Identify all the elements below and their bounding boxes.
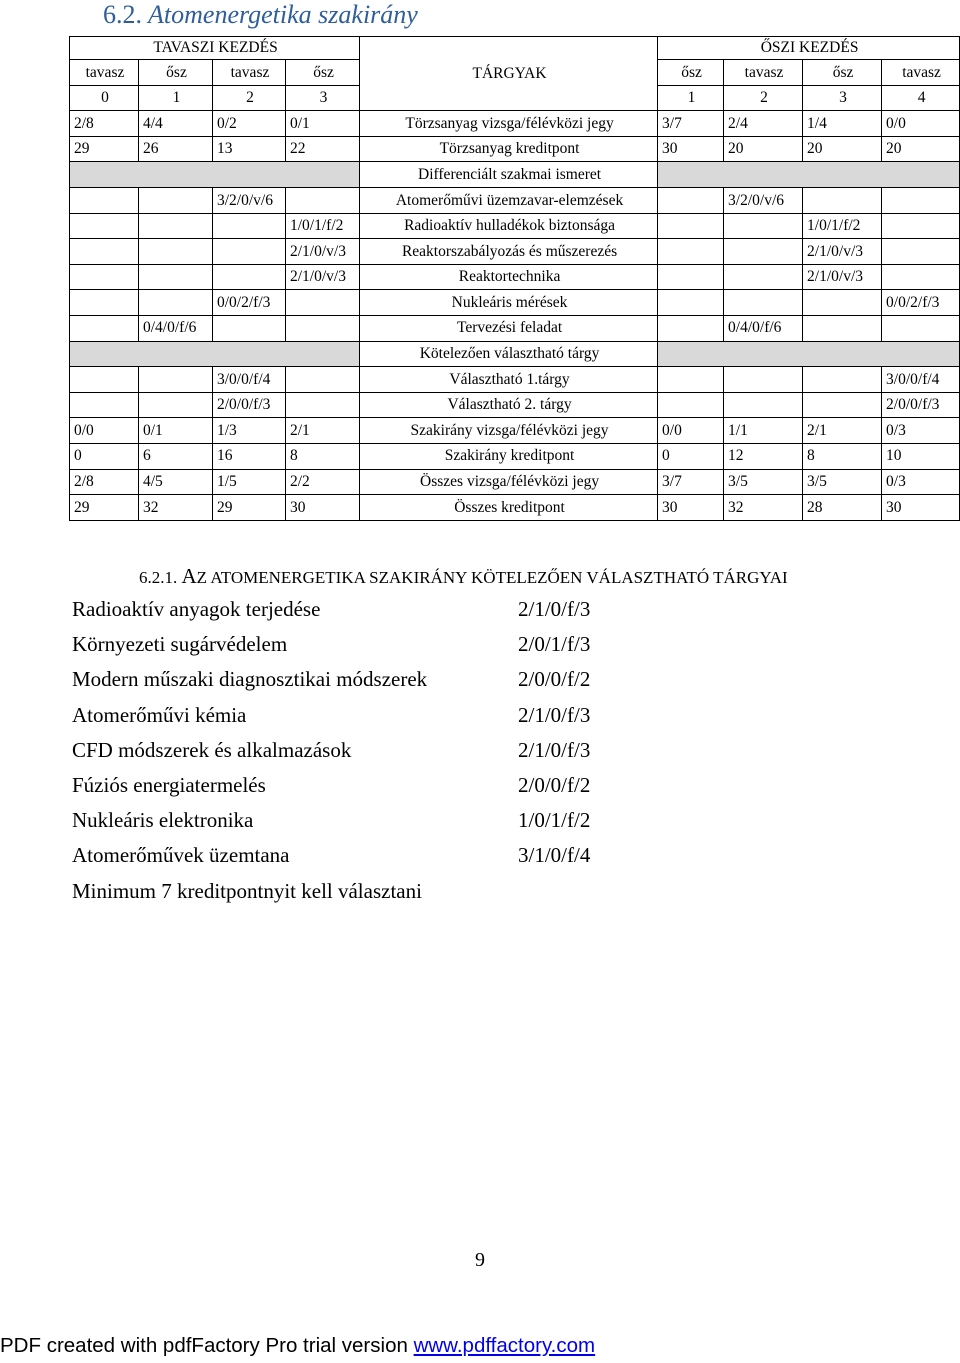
spring-semester-value-cell: 0/1 [139, 418, 213, 444]
spring-semester-value-cell: 0/2 [213, 111, 286, 137]
section-row [70, 341, 960, 367]
autumn-semester-value-cell: 30 [658, 495, 724, 521]
spring-semester-value-cell: 4/5 [139, 469, 213, 495]
spring-semester-value-cell: 13 [213, 136, 286, 162]
section-number: 6.2. [103, 0, 142, 29]
spring-semester-value-cell: 2/2 [286, 469, 360, 495]
autumn-semester-value-cell: 12 [724, 443, 803, 469]
autumn-semester-value-cell [724, 367, 803, 393]
elective-list [72, 592, 591, 909]
electives-number: 6.2.1. [139, 568, 178, 587]
autumn-semester-value-cell: 0/0 [658, 418, 724, 444]
table-row [70, 418, 960, 444]
subject-cell: Reaktorszabályozás és műszerezés [360, 239, 658, 265]
table-row [70, 495, 960, 521]
elective-name: CFD módszerek és alkalmazások [72, 737, 352, 762]
autumn-semester-value-cell: 3/7 [658, 469, 724, 495]
spring-semester-value-cell [70, 239, 139, 265]
subject-cell: Nukleáris mérések [360, 290, 658, 316]
autumn-semester-value-cell [658, 315, 724, 341]
elective-item [72, 662, 591, 697]
autumn-semester-value-cell [803, 392, 882, 418]
autumn-semester-value-cell [803, 367, 882, 393]
spring-semester-value-cell [213, 264, 286, 290]
spring-semester-value-cell: 29 [70, 495, 139, 521]
table-row [70, 469, 960, 495]
autumn-semester-value-cell: 1/4 [803, 111, 882, 137]
autumn-semester-cell: 2 [724, 85, 803, 111]
spring-semester-value-cell [213, 239, 286, 265]
spring-semester-value-cell: 2/1/0/v/3 [286, 264, 360, 290]
autumn-semester-value-cell: 30 [882, 495, 960, 521]
spring-semester-cell: 3 [286, 85, 360, 111]
spring-semester-value-cell [139, 187, 213, 213]
elective-code: 2/1/0/f/3 [518, 702, 591, 727]
spring-start-header: TAVASZI KEZDÉS [70, 37, 360, 60]
elective-code: 2/0/0/f/2 [518, 667, 591, 692]
autumn-semester-value-cell [724, 264, 803, 290]
footer-link[interactable]: www.pdffactory.com [413, 1334, 596, 1357]
autumn-semester-value-cell [658, 392, 724, 418]
spring-semester-value-cell: 0/4/0/f/6 [139, 315, 213, 341]
elective-name: Atomerőművek üzemtana [72, 843, 290, 868]
autumn-semester-value-cell [724, 239, 803, 265]
autumn-semester-value-cell: 2/1/0/v/3 [803, 264, 882, 290]
table-row [70, 315, 960, 341]
elective-code: 3/1/0/f/4 [518, 843, 591, 868]
elective-item [72, 768, 591, 803]
spring-semester-value-cell: 32 [139, 495, 213, 521]
autumn-start-header: ŐSZI KEZDÉS [658, 37, 960, 60]
spring-semester-value-cell: 0/1 [286, 111, 360, 137]
spring-semester-value-cell: 6 [139, 443, 213, 469]
autumn-semester-value-cell [724, 213, 803, 239]
table-row [70, 213, 960, 239]
autumn-semester-value-cell: 0 [658, 443, 724, 469]
table-header-start-row [70, 37, 960, 60]
autumn-filler-cell [658, 341, 960, 367]
autumn-semester-value-cell [882, 213, 960, 239]
elective-code: 2/0/1/f/3 [518, 632, 591, 657]
spring-semester-value-cell: 2/8 [70, 469, 139, 495]
spring-semester-value-cell [286, 290, 360, 316]
electives-title: Z ATOMENERGETIKA SZAKIRÁNY KÖTELEZŐEN VÁLASZTHATÓ TÁRGYAI [196, 568, 788, 587]
spring-semester-value-cell: 29 [70, 136, 139, 162]
autumn-semester-value-cell: 0/0/2/f/3 [882, 290, 960, 316]
spring-semester-value-cell [70, 290, 139, 316]
subject-cell: Radioaktív hulladékok biztonsága [360, 213, 658, 239]
spring-semester-value-cell: 26 [139, 136, 213, 162]
subject-cell: Összes kreditpont [360, 495, 658, 521]
autumn-season-cell: tavasz [882, 60, 960, 86]
spring-semester-cell: 2 [213, 85, 286, 111]
elective-name: Fúziós energiatermelés [72, 772, 266, 797]
elective-code: 2/1/0/f/3 [518, 737, 591, 762]
autumn-semester-value-cell: 20 [724, 136, 803, 162]
spring-semester-value-cell [139, 290, 213, 316]
spring-semester-value-cell: 8 [286, 443, 360, 469]
spring-semester-value-cell [70, 392, 139, 418]
autumn-semester-value-cell [658, 290, 724, 316]
section-heading [103, 0, 418, 30]
autumn-semester-value-cell: 2/4 [724, 111, 803, 137]
subjects-header: TÁRGYAK [360, 37, 658, 111]
spring-filler-cell [70, 341, 360, 367]
table-row [70, 443, 960, 469]
spring-season-cell: tavasz [70, 60, 139, 86]
elective-name: Modern műszaki diagnosztikai módszerek [72, 667, 428, 692]
subject-cell: Törzsanyag vizsga/félévközi jegy [360, 111, 658, 137]
spring-semester-value-cell [70, 187, 139, 213]
subject-cell: Összes vizsga/félévközi jegy [360, 469, 658, 495]
autumn-semester-value-cell [803, 187, 882, 213]
autumn-semester-value-cell: 3/5 [803, 469, 882, 495]
autumn-semester-value-cell: 3/2/0/v/6 [724, 187, 803, 213]
spring-semester-value-cell: 30 [286, 495, 360, 521]
autumn-semester-value-cell [724, 392, 803, 418]
spring-semester-value-cell: 1/3 [213, 418, 286, 444]
subject-cell: Reaktortechnika [360, 264, 658, 290]
spring-semester-cell: 0 [70, 85, 139, 111]
elective-item [72, 627, 591, 662]
autumn-semester-value-cell: 0/3 [882, 418, 960, 444]
spring-semester-value-cell: 2/8 [70, 111, 139, 137]
subject-cell: Törzsanyag kreditpont [360, 136, 658, 162]
footer-text: PDF created with pdfFactory Pro trial version [0, 1334, 414, 1357]
subject-cell: Szakirány kreditpont [360, 443, 658, 469]
spring-semester-value-cell: 3/2/0/v/6 [213, 187, 286, 213]
autumn-semester-value-cell: 0/4/0/f/6 [724, 315, 803, 341]
table-row [70, 136, 960, 162]
elective-code: 1/0/1/f/2 [518, 808, 591, 833]
autumn-semester-value-cell [803, 290, 882, 316]
spring-semester-value-cell [286, 392, 360, 418]
spring-semester-value-cell: 0/0/2/f/3 [213, 290, 286, 316]
autumn-semester-value-cell: 20 [882, 136, 960, 162]
table-row [70, 290, 960, 316]
spring-semester-value-cell [139, 213, 213, 239]
spring-semester-value-cell: 2/0/0/f/3 [213, 392, 286, 418]
spring-semester-value-cell: 1/5 [213, 469, 286, 495]
autumn-semester-value-cell [882, 264, 960, 290]
autumn-semester-value-cell: 0/0 [882, 111, 960, 137]
curriculum-table [69, 36, 960, 521]
page-number: 9 [475, 1249, 485, 1271]
spring-semester-value-cell: 2/1 [286, 418, 360, 444]
table-row [70, 367, 960, 393]
spring-semester-value-cell [70, 367, 139, 393]
autumn-semester-value-cell: 2/1 [803, 418, 882, 444]
autumn-semester-value-cell: 3/0/0/f/4 [882, 367, 960, 393]
table-row [70, 264, 960, 290]
autumn-semester-cell: 1 [658, 85, 724, 111]
autumn-semester-value-cell [882, 187, 960, 213]
elective-item [72, 838, 591, 873]
elective-item [72, 698, 591, 733]
spring-semester-value-cell [70, 213, 139, 239]
spring-semester-value-cell [139, 264, 213, 290]
autumn-semester-value-cell: 1/0/1/f/2 [803, 213, 882, 239]
elective-name: Nukleáris elektronika [72, 808, 254, 833]
elective-code: 2/0/0/f/2 [518, 772, 591, 797]
elective-item [72, 733, 591, 768]
table-row [70, 111, 960, 137]
section-title: Atomenergetika szakirány [148, 0, 418, 29]
autumn-semester-value-cell: 10 [882, 443, 960, 469]
spring-semester-value-cell: 16 [213, 443, 286, 469]
spring-semester-value-cell [213, 315, 286, 341]
elective-note: Minimum 7 kreditpontnyit kell választani [72, 878, 422, 903]
autumn-semester-value-cell [882, 315, 960, 341]
autumn-semester-cell: 4 [882, 85, 960, 111]
electives-title-initial: A [181, 564, 197, 588]
spring-semester-value-cell [286, 367, 360, 393]
autumn-semester-value-cell: 20 [803, 136, 882, 162]
spring-season-cell: ősz [286, 60, 360, 86]
pdf-footer [0, 1334, 595, 1358]
autumn-semester-value-cell [658, 367, 724, 393]
subject-cell: Szakirány vizsga/félévközi jegy [360, 418, 658, 444]
subject-cell: Atomerőművi üzemzavar-elemzések [360, 187, 658, 213]
table-row [70, 392, 960, 418]
electives-heading [139, 564, 788, 589]
elective-item [72, 592, 591, 627]
table-row [70, 239, 960, 265]
autumn-semester-value-cell [803, 315, 882, 341]
spring-semester-value-cell [213, 213, 286, 239]
autumn-season-cell: ősz [803, 60, 882, 86]
autumn-semester-value-cell: 2/0/0/f/3 [882, 392, 960, 418]
elective-name: Radioaktív anyagok terjedése [72, 597, 321, 621]
spring-semester-value-cell: 0 [70, 443, 139, 469]
autumn-semester-value-cell: 0/3 [882, 469, 960, 495]
table-row [70, 187, 960, 213]
autumn-semester-value-cell: 3/5 [724, 469, 803, 495]
spring-semester-value-cell: 1/0/1/f/2 [286, 213, 360, 239]
autumn-season-cell: tavasz [724, 60, 803, 86]
spring-semester-value-cell: 3/0/0/f/4 [213, 367, 286, 393]
spring-semester-value-cell: 22 [286, 136, 360, 162]
autumn-semester-value-cell [658, 239, 724, 265]
spring-season-cell: tavasz [213, 60, 286, 86]
autumn-semester-value-cell: 30 [658, 136, 724, 162]
spring-semester-value-cell [70, 264, 139, 290]
subject-cell: Választható 1.tárgy [360, 367, 658, 393]
spring-semester-value-cell [139, 367, 213, 393]
autumn-semester-value-cell [724, 290, 803, 316]
spring-filler-cell [70, 162, 360, 188]
section-label-cell: Kötelezően választható tárgy [360, 341, 658, 367]
spring-season-cell: ősz [139, 60, 213, 86]
spring-semester-value-cell [286, 315, 360, 341]
spring-semester-value-cell: 2/1/0/v/3 [286, 239, 360, 265]
elective-name: Atomerőművi kémia [72, 702, 247, 727]
elective-item [72, 803, 591, 838]
autumn-semester-value-cell [658, 213, 724, 239]
autumn-semester-value-cell: 28 [803, 495, 882, 521]
subject-cell: Választható 2. tárgy [360, 392, 658, 418]
spring-semester-value-cell [286, 187, 360, 213]
autumn-semester-value-cell [658, 187, 724, 213]
autumn-semester-value-cell: 8 [803, 443, 882, 469]
autumn-semester-cell: 3 [803, 85, 882, 111]
spring-semester-value-cell: 29 [213, 495, 286, 521]
autumn-semester-value-cell: 1/1 [724, 418, 803, 444]
section-row [70, 162, 960, 188]
elective-code: 2/1/0/f/3 [518, 597, 591, 621]
autumn-season-cell: ősz [658, 60, 724, 86]
autumn-semester-value-cell [658, 264, 724, 290]
autumn-semester-value-cell: 2/1/0/v/3 [803, 239, 882, 265]
spring-semester-value-cell [139, 392, 213, 418]
elective-name: Környezeti sugárvédelem [72, 632, 288, 657]
autumn-filler-cell [658, 162, 960, 188]
spring-semester-value-cell: 0/0 [70, 418, 139, 444]
autumn-semester-value-cell: 32 [724, 495, 803, 521]
spring-semester-value-cell [70, 315, 139, 341]
spring-semester-cell: 1 [139, 85, 213, 111]
section-label-cell: Differenciált szakmai ismeret [360, 162, 658, 188]
autumn-semester-value-cell [882, 239, 960, 265]
autumn-semester-value-cell: 3/7 [658, 111, 724, 137]
subject-cell: Tervezési feladat [360, 315, 658, 341]
spring-semester-value-cell [139, 239, 213, 265]
spring-semester-value-cell: 4/4 [139, 111, 213, 137]
